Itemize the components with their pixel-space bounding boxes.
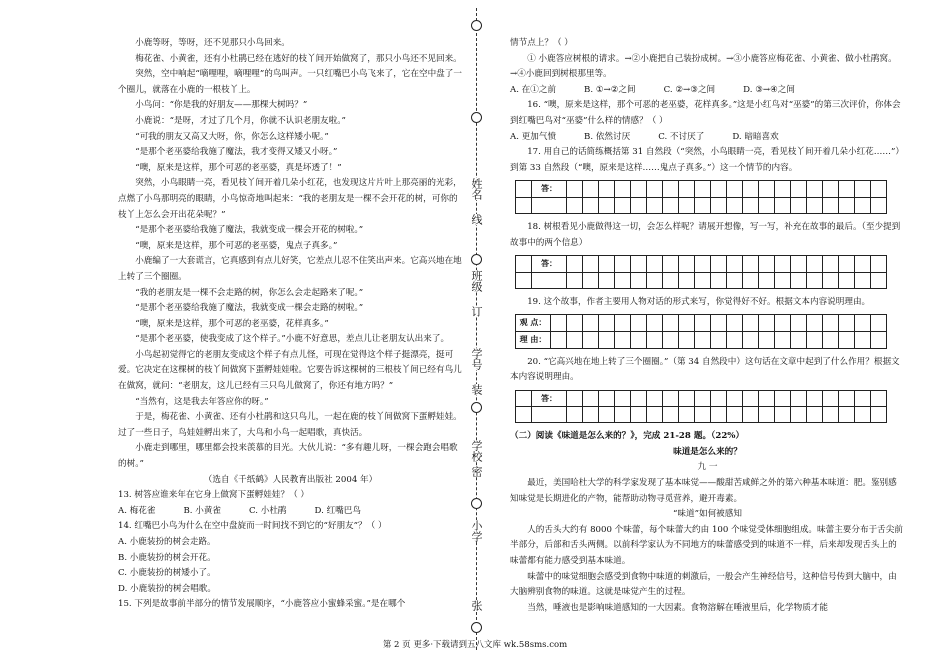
answer-grid[interactable] — [515, 390, 887, 424]
article-title: 味道是怎么来的？ — [673, 446, 742, 457]
question-15: 15. 下列是故事前半部分的情节发展顺序，“小鹿答应小蜜蜂采蜜。”是在哪个 — [118, 599, 406, 610]
page-footer: 第 2 页 更多·下载请到五八文库 wk.58sms.com — [382, 640, 568, 650]
question-16: 16. “噢，原来是这样，那个可恶的老巫婆，花样真多。”这是小红鸟对“巫婆”的第三次评价，你体会到红嘴巴鸟对“巫婆”什么样的情感？（ ） — [510, 100, 901, 126]
reason-label: 理 由： — [516, 331, 551, 348]
paragraph: 小鹿说：“是呀，才过了几个月，你就不认识老朋友啦。” — [135, 115, 346, 126]
grid-row — [516, 315, 887, 332]
paragraph: “可我的朋友又高又大呀，你，你怎么这样矮小呢。” — [135, 131, 329, 142]
option-c[interactable]: C. ②→③之间 — [663, 84, 716, 95]
seal-mark: 订 — [470, 306, 483, 317]
question-19: 19. 这个故事，作者主要用人物对话的形式来写，你觉得好不好。根据文本内容说明理由。 — [527, 296, 871, 307]
article-paragraph: 当然，唾液也是影响味道感知的一大因素。食物溶解在唾液里后，化学物质才能 — [527, 602, 828, 613]
question-15-continued: 情节点上？（ ） — [510, 38, 573, 48]
option-c[interactable]: C. 不讨厌了 — [658, 131, 705, 142]
left-column — [118, 36, 463, 613]
paragraph: 突然，空中响起“嘀哩哩，嘀哩哩”的鸟叫声。一只红嘴巴小鸟飞来了，它在空中盘了一个圈儿，就落在小鹿的一根枝丫上。 — [118, 69, 462, 95]
paragraph: 小鸟问：“你是我的好朋友——那棵大树吗？” — [135, 100, 308, 111]
option-a[interactable]: A. 更加气愤 — [510, 131, 557, 142]
article-author: 九 一 — [697, 462, 718, 473]
option-c[interactable]: C. 小杜鹃 — [249, 505, 287, 516]
paragraph: 小鹿编了一大套谎言，它真感到有点儿好笑，它差点儿忍不住笑出声来。它高兴地在地上转了三个圈圈。 — [118, 256, 462, 282]
option-b[interactable]: B. 依然讨厌 — [584, 131, 631, 142]
seal-mark: 密 — [470, 466, 483, 477]
paragraph: “我的老朋友是一棵不会走路的树，你怎么会走起路来了呢。” — [135, 287, 364, 298]
paragraph: “噢，原来是这样，那个可恶的老巫婆，花样真多。” — [135, 318, 329, 329]
question-18: 18. 树根看见小鹿做得这一切，会怎么样呢？请展开想像，写一写，补充在故事的最后。（至少提到故事中的两个信息） — [510, 221, 901, 248]
school-suffix: 小学 — [470, 520, 483, 542]
source-citation: （选自《千纸鹤》人民教育出版社 2004 年） — [203, 474, 378, 485]
paragraph: 小鸟起初觉得它的老朋友变成这个样子有点儿怪，可现在觉得这个样子挺漂亮，挺可爱。它决定在这棵树的枝丫间做窝下蛋孵娃娃啦。它要告诉这棵树的三根枝丫间已经有鸟儿在做窝，就问：“老朋友，这儿已经有三只鸟儿做窝了，你还有地方吗？” — [118, 349, 462, 392]
binding-hole — [471, 622, 482, 633]
question-13-options — [118, 504, 463, 520]
school-label: 学校 — [470, 440, 483, 462]
grid-row — [516, 272, 887, 288]
binding-hole — [471, 254, 482, 265]
option-d[interactable]: D. 暗暗喜欢 — [732, 131, 779, 142]
article-paragraph: 味蕾中的味觉细胞会感受到食物中味道的刺激后，一般会产生神经信号，这种信号传到大脑中，由大脑辨别食物的味道。这就是味觉产生的过程。 — [510, 571, 897, 598]
option-b[interactable]: B. ①→②之间 — [584, 84, 636, 95]
question-15-options — [510, 83, 905, 99]
paragraph: “是那个老巫婆给我施了魔法，我才变得又矮又小呀。” — [135, 147, 338, 158]
paragraph: 突然，小鸟眼睛一亮，看见枝丫间开着几朵小红花，也发现这片片叶上那亮丽的光彩，点燃了小鸟那明亮的眼睛，小鸟惊奇地叫起来：“我的老朋友是一棵不会开花的树，可你的枝丫上怎么会开出花朵呢？” — [118, 178, 462, 220]
grid-row — [516, 407, 887, 423]
article-subtitle: “味道”如何被感知 — [673, 509, 742, 520]
article-paragraph: 最近，美国哈杜大学的科学家发现了基本味觉——酸甜苦咸鲜之外的第六种基本味道：肥。鉴别感知味觉是长期进化的产物，能帮助动物寻觅营养，避开毒素。 — [510, 478, 897, 504]
paragraph: “噢，原来是这样，那个可恶的老巫婆，真是坏透了！” — [135, 162, 342, 173]
binding-hole — [471, 402, 482, 413]
paragraph: “是那个老巫婆给我施了魔法，我就变成一棵会开花的树啦。” — [135, 225, 364, 236]
cut-line — [476, 8, 477, 650]
option-b[interactable]: B. 小鹿装扮的树会开花。 — [118, 552, 216, 563]
question-15-chain: ① 小鹿答应树根的请求。→②小鹿把自己装扮成树。→③小鹿答应梅花雀、小黄雀、做小杜鹃窝。→④小鹿回到树根那里等。 — [510, 53, 897, 80]
option-a[interactable]: A. 梅花雀 — [118, 505, 156, 516]
paragraph: 于是，梅花雀、小黄雀、还有小杜鹃和这只鸟儿，一起在鹿的枝丫间做窝下蛋孵娃娃。过了一些日子，鸟娃娃孵出来了，大鸟和小鸟一起唱歌，真快活。 — [118, 412, 462, 438]
article-paragraph: 人的舌头大约有 8000 个味蕾，每个味蕾大约由 100 个味觉受体细胞组成。味蕾主要分布于舌尖前半部分，后部和舌头两侧。以前科学家认为不同地方的味蕾感受到的味道不一样，后来却发现舌头上的味蕾都有能力感受到基本味道。 — [510, 524, 903, 567]
answer-label: 答： — [532, 390, 567, 407]
seal-mark: 张 — [470, 600, 483, 611]
question-16-options — [510, 130, 905, 146]
section-header: （二）阅读《味道是怎么来的？》，完成 21-28 题。（22%） — [510, 431, 745, 442]
paragraph: “是那个老巫婆给我施了魔法，我就变成一棵会走路的树啦。” — [135, 303, 364, 314]
paragraph: “当然有，这是我去年答应你的呀。” — [135, 396, 269, 407]
answer-label: 答： — [532, 256, 567, 273]
option-a[interactable]: A. 小鹿装扮的树会走路。 — [118, 537, 216, 547]
paragraph: “噢，原来是这样，那个可恶的老巫婆，鬼点子真多。” — [135, 240, 338, 251]
grid-row — [516, 331, 887, 348]
binding-hole — [471, 112, 482, 123]
paragraph: 梅花雀、小黄雀，还有小杜鹃已经在逃好的枝丫间开始做窝了，那只小鸟还不见回来。 — [135, 53, 462, 64]
grid-row — [516, 197, 887, 213]
binding-hole — [471, 20, 482, 31]
option-a[interactable]: A. 在①之前 — [510, 84, 557, 95]
right-column — [510, 36, 905, 616]
option-d[interactable]: D. 红嘴巴鸟 — [314, 505, 361, 516]
answer-grid[interactable] — [515, 314, 887, 348]
grid-row — [516, 390, 887, 407]
question-14: 14. 红嘴巴小鸟为什么在空中盘旋而一时间找不到它的“好朋友”？（ ） — [118, 521, 387, 532]
question-17: 17. 用自己的话简练概括第 31 自然段（“突然，小鸟眼睛一亮，看见枝丫间开着几朵小红花……”）到第 33 自然段（“噢，原来是这样……鬼点子真多。”）这一个情节的内容。 — [510, 147, 904, 173]
option-d[interactable]: D. 小鹿装扮的树会唱歌。 — [118, 583, 216, 594]
answer-label: 答： — [532, 181, 567, 198]
class-label: 班级 — [470, 270, 483, 292]
name-label: 姓名 — [470, 178, 483, 200]
binding-hole — [471, 498, 482, 509]
question-13: 13. 树答应谁来年在它身上做窝下蛋孵娃娃？（ ） — [118, 490, 310, 501]
answer-grid[interactable] — [515, 180, 887, 214]
option-c[interactable]: C. 小鹿装扮的树矮小了。 — [118, 568, 216, 579]
paragraph: “是那个老巫婆，使我变成了这个样子。”小鹿不好意思，差点儿让老朋友认出来了。 — [135, 334, 450, 345]
grid-row — [516, 256, 887, 273]
paragraph: 小鹿等呀，等呀，还不见那只小鸟回来。 — [135, 38, 290, 48]
seal-mark: 线 — [470, 214, 483, 225]
grid-row — [516, 181, 887, 198]
question-20: 20. “它高兴地在地上转了三个圈圈。”（第 34 自然段中）这句话在文章中起到了什么作用？根据文本内容说明理由。 — [510, 356, 900, 383]
option-d[interactable]: D. ③→④之间 — [743, 84, 795, 95]
binding-margin — [466, 0, 488, 658]
viewpoint-label: 观 点： — [516, 315, 551, 332]
option-b[interactable]: B. 小黄雀 — [183, 505, 222, 516]
answer-grid[interactable] — [515, 255, 887, 289]
seal-mark: 装 — [470, 384, 483, 395]
number-label: 学号 — [470, 348, 483, 370]
grid-cell — [516, 181, 532, 198]
paragraph: 小鹿走到哪里，哪里都会投来羡慕的目光。大伙儿说：“多有趣儿呀，一棵会跑会唱歌的树。” — [118, 443, 458, 470]
